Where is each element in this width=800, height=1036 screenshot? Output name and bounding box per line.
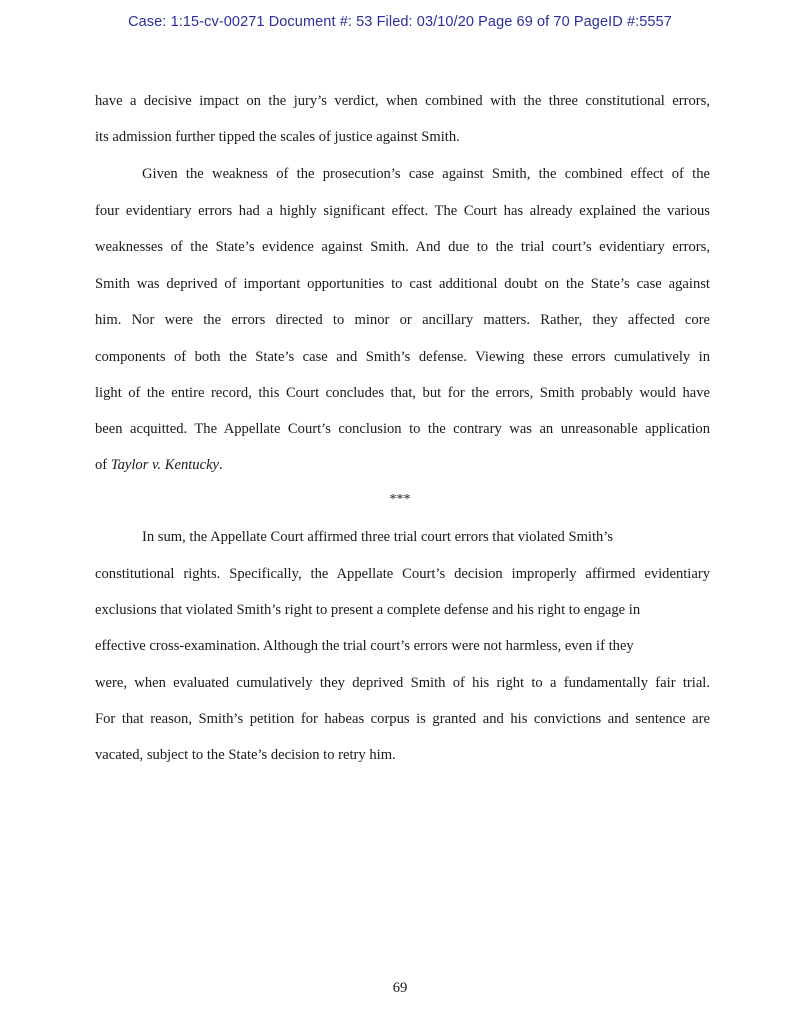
paragraph-3-line-1: In sum, the Appellate Court affirmed three trial court errors that violated Smith’s [142,529,614,545]
paragraph-3-line-7: vacated, subject to the State’s decision to retry him. [95,747,396,763]
page-number: 69 [392,980,408,996]
paragraph-2-line-8: been acquitted. The Appellate Court’s conclusion to the contrary was an unreasonable application [95,421,710,437]
paragraph-3-line-6: For that reason, Smith’s petition for habeas corpus is granted and his convictions and sentence are [95,711,710,727]
paragraph-1-line-2: its admission further tipped the scales of justice against Smith. [95,129,460,145]
paragraph-2-line-1: Given the weakness of the prosecution’s case against Smith, the combined effect of the [142,166,710,182]
paragraph-2-line-6: components of both the State’s case and Smith’s defense. Viewing these errors cumulatively in [95,349,710,365]
paragraph-2-line-3: weaknesses of the State’s evidence against Smith. And due to the trial court’s evidentiary errors, [95,239,710,255]
paragraph-2-line-5: him. Nor were the errors directed to minor or ancillary matters. Rather, they affected core [95,312,710,328]
line-prefix: of [95,457,111,473]
line-suffix: . [219,457,223,473]
case-citation: Taylor v. Kentucky [110,457,220,473]
paragraph-3-line-4: effective cross-examination. Although the trial court’s errors were not harmless, even if they [95,638,634,654]
ecf-filing-header: Case: 1:15-cv-00271 Document #: 53 Filed: 03/10/20 Page 69 of 70 PageID #:5557 [128,14,672,30]
paragraph-2-line-7: light of the entire record, this Court concludes that, but for the errors, Smith probably would have [95,385,710,401]
paragraph-3-line-3: exclusions that violated Smith’s right to present a complete defense and his right to engage in [95,602,641,618]
paragraph-2-line-2: four evidentiary errors had a highly significant effect. The Court has already explained the various [95,203,710,219]
paragraph-2-line-9 [95,457,223,474]
paragraph-3-line-2: constitutional rights. Specifically, the Appellate Court’s decision improperly affirmed evidentiary [95,566,710,582]
paragraph-3-line-5: were, when evaluated cumulatively they deprived Smith of his right to a fundamentally fair trial. [95,675,710,691]
paragraph-2-line-4: Smith was deprived of important opportunities to cast additional doubt on the State’s case against [95,276,710,292]
paragraph-1-line-1: have a decisive impact on the jury’s verdict, when combined with the three constitutional errors, [95,93,710,109]
section-separator: *** [389,492,411,507]
